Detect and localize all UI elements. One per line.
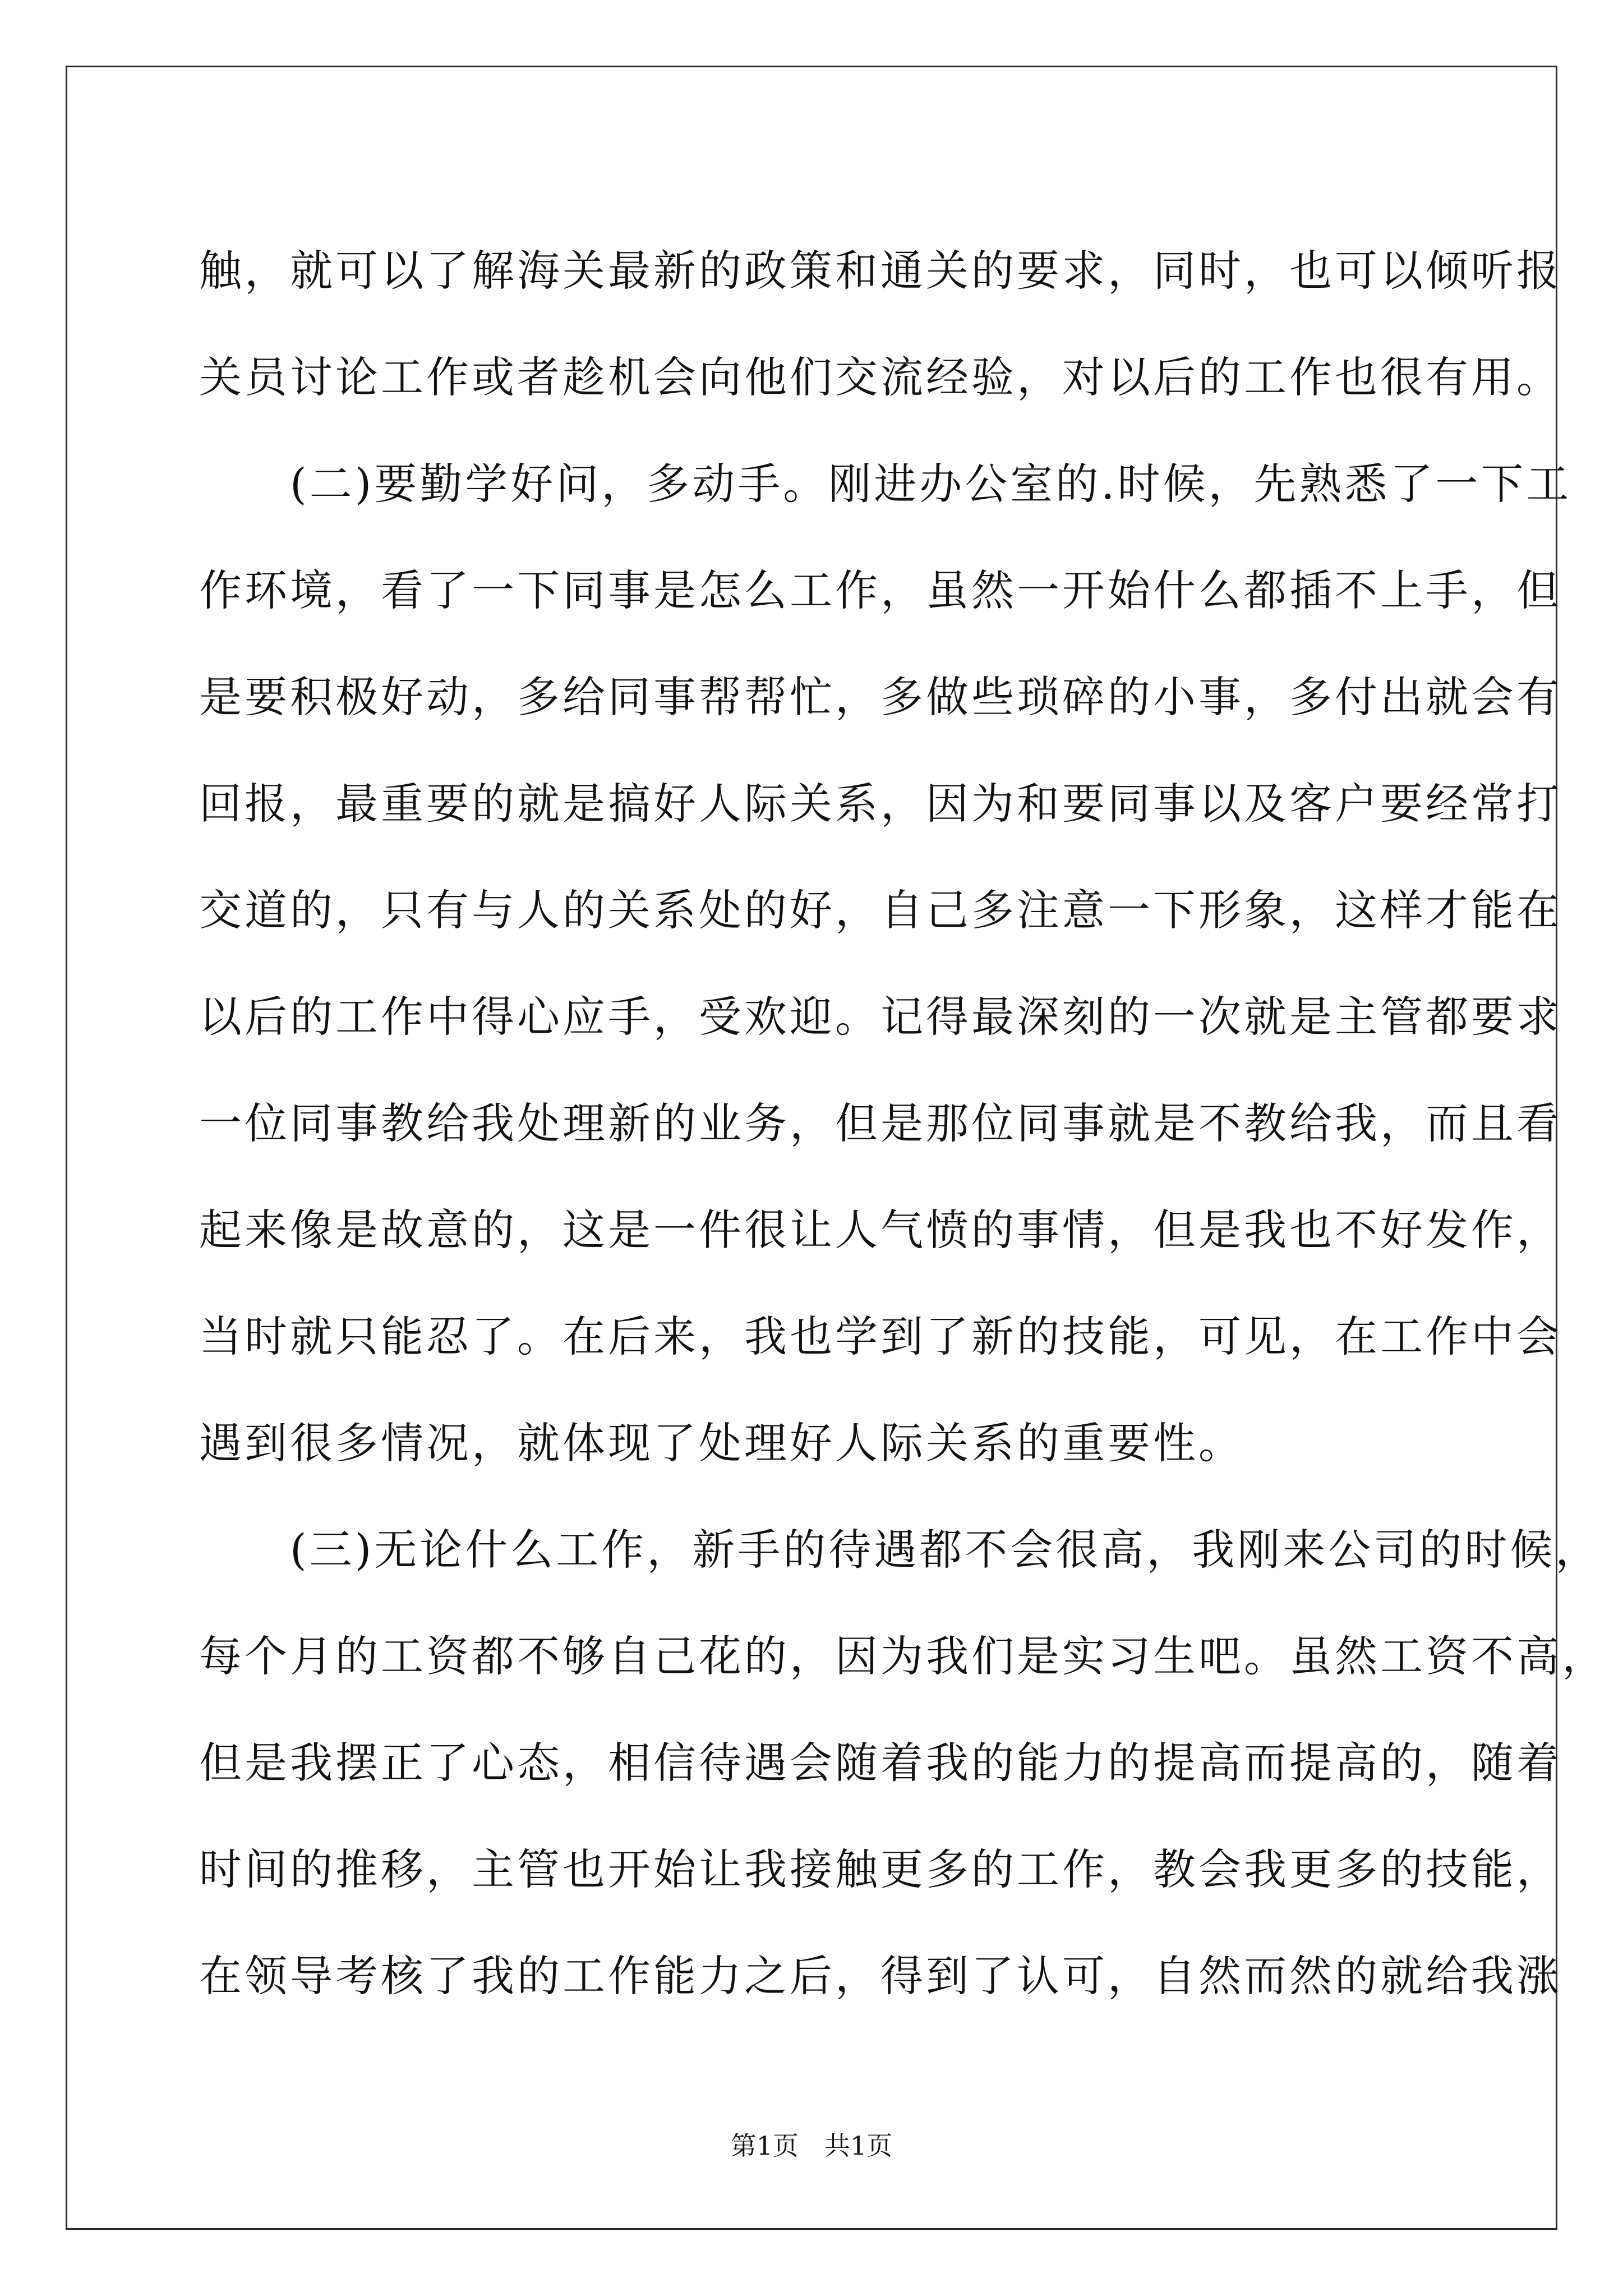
text-line: 但是我摆正了心态，相信待遇会随着我的能力的提高而提高的，随着 — [199, 1738, 1562, 1788]
text-line: 是要积极好动，多给同事帮帮忙，多做些琐碎的小事，多付出就会有 — [199, 672, 1562, 722]
text-line: 回报，最重要的就是搞好人际关系，因为和要同事以及客户要经常打 — [199, 779, 1562, 829]
page-footer: 第1页 共1页 — [730, 2131, 893, 2161]
text-line: 一位同事教给我处理新的业务，但是那位同事就是不教给我，而且看 — [199, 1098, 1562, 1148]
text-line: 交道的，只有与人的关系处的好，自己多注意一下形象，这样才能在 — [199, 885, 1562, 935]
text-line: 在领导考核了我的工作能力之后，得到了认可，自然而然的就给我涨 — [199, 1951, 1562, 2001]
text-line: 触，就可以了解海关最新的政策和通关的要求，同时，也可以倾听报 — [199, 246, 1562, 296]
document-body — [199, 218, 1607, 2030]
text-line: 关员讨论工作或者趁机会向他们交流经验，对以后的工作也很有用。 — [199, 352, 1562, 402]
text-line: 时间的推移，主管也开始让我接触更多的工作，教会我更多的技能， — [199, 1844, 1562, 1894]
text-line: 以后的工作中得心应手，受欢迎。记得最深刻的一次就是主管都要求 — [199, 992, 1562, 1042]
text-line: (二)要勤学好问，多动手。刚进办公室的.时候，先熟悉了一下工 — [199, 459, 1572, 509]
text-line: 起来像是故意的，这是一件很让人气愤的事情，但是我也不好发作， — [199, 1205, 1562, 1255]
text-line: 作环境，看了一下同事是怎么工作，虽然一开始什么都插不上手，但 — [199, 565, 1562, 615]
text-line: (三)无论什么工作，新手的待遇都不会很高，我刚来公司的时候， — [199, 1525, 1601, 1575]
text-line: 每个月的工资都不够自己花的，因为我们是实习生吧。虽然工资不高， — [199, 1631, 1607, 1681]
text-line: 当时就只能忍了。在后来，我也学到了新的技能，可见，在工作中会 — [199, 1312, 1562, 1361]
text-line: 遇到很多情况，就体现了处理好人际关系的重要性。 — [199, 1418, 1244, 1468]
